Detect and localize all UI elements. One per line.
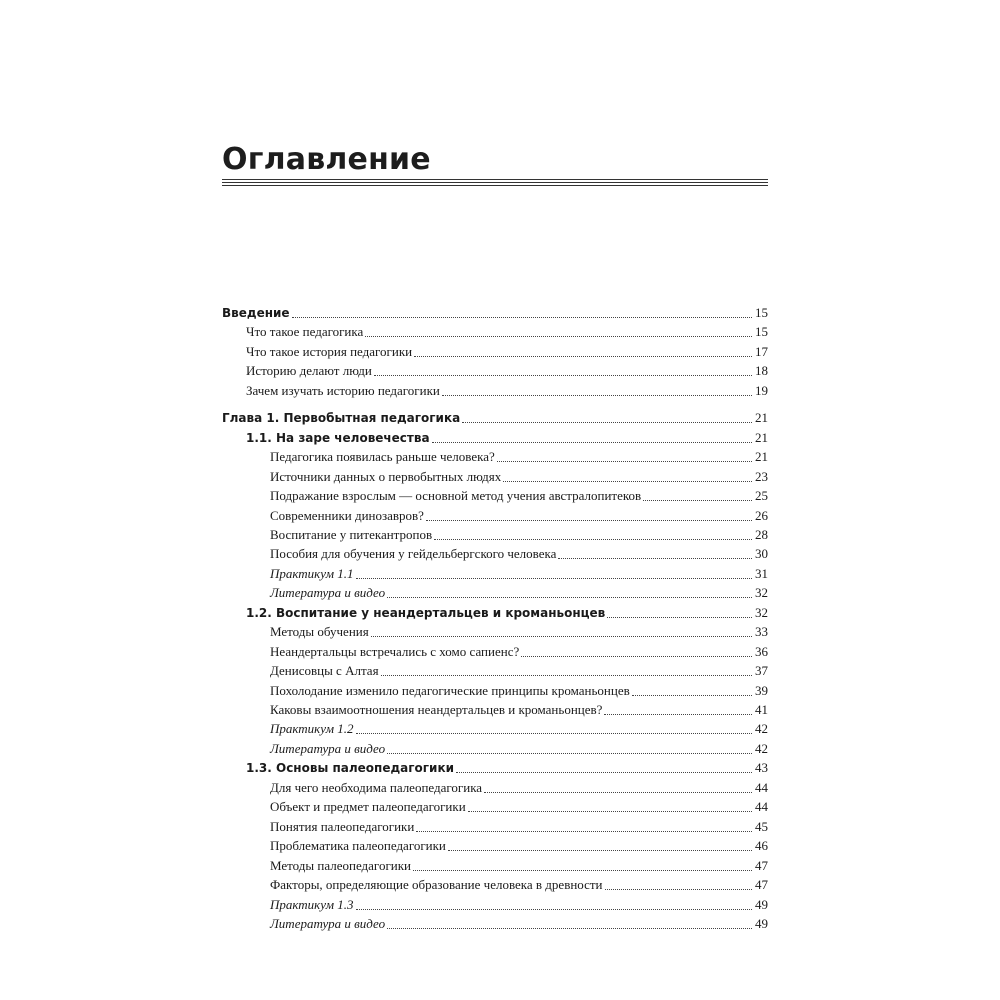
toc-entry [222,322,768,342]
toc-entry [222,506,768,526]
toc-entry [222,583,768,603]
toc-entry [222,895,768,915]
toc-entry-label: Пособия для обучения у гейдельбергского человека [270,546,557,562]
dot-leader [416,817,752,832]
dot-leader [356,564,752,579]
dot-leader [468,797,752,812]
toc-entry-page-number: 41 [755,702,768,717]
dot-leader [607,603,752,618]
toc-entry-label: Что такое педагогика [246,324,364,340]
dot-leader [387,739,752,754]
dot-leader [381,661,752,676]
toc-entry-page-number: 46 [755,838,768,854]
toc-entry-label: Введение [222,306,290,320]
toc-entry [222,303,768,323]
toc-entry-label: Каковы взаимоотношения неандертальцев и кроманьонцев? [270,702,603,717]
toc-entry-page-number: 47 [755,857,768,873]
toc-entry-page-number: 49 [755,916,768,931]
toc-entry-page-number: 44 [755,799,768,815]
toc-entry-label: Денисовцы с Алтая [270,663,379,679]
toc-entry-page-number: 17 [755,343,768,359]
dot-leader [356,719,752,734]
toc-entry-label: Литература и видео [270,916,386,931]
toc-entry [222,875,768,895]
toc-entry-page-number: 32 [755,604,768,620]
toc-entry [222,642,768,662]
toc-entry-label: Зачем изучать историю педагогики [246,382,440,398]
toc-entry [222,817,768,837]
toc-entry [222,603,768,623]
toc-entry-page-number: 39 [755,682,768,698]
toc-entry [222,739,768,759]
toc-entry-page-number: 26 [755,507,768,523]
dot-leader [365,322,752,337]
toc-entry-label: Современники динозавров? [270,507,424,523]
toc-entry [222,797,768,817]
toc-entry-label: Похолодание изменило педагогические принципы кроманьонцев [270,682,630,698]
dot-leader [356,895,752,910]
toc-entry-label: Подражание взрослым — основной метод учения австралопитеков [270,488,642,503]
toc-entry [222,525,768,545]
toc-entry-label: Литература и видео [270,740,386,756]
dot-leader [292,303,752,318]
toc-entry [222,681,768,701]
toc-entry-label: Педагогика появилась раньше человека? [270,449,495,465]
title-rule [222,185,768,186]
toc-entry-page-number: 23 [755,468,768,484]
dot-leader [432,428,752,443]
toc-entry-label: 1.1. На заре человечества [246,430,430,445]
title-rule [222,179,768,180]
dot-leader [497,447,752,462]
toc-entry [222,856,768,876]
dot-leader [521,642,752,657]
toc-entry-label: Практикум 1.3 [270,896,354,912]
dot-leader [434,525,752,540]
dot-leader [371,622,752,637]
toc-entry-label: Методы палеопедагогики [270,857,412,873]
toc-entry [222,914,768,934]
toc-entry [222,467,768,487]
toc-entry-page-number: 45 [755,818,768,834]
toc-entry [222,381,768,401]
toc-entry-label: Факторы, определяющие образование человека в древности [270,877,603,892]
toc-entry-page-number: 36 [755,643,768,659]
toc-entry-label: Методы обучения [270,624,369,640]
toc-entry [222,342,768,362]
title-rule [222,182,768,183]
dot-leader [413,856,752,871]
toc-entry-label: Объект и предмет палеопедагогики [270,799,466,815]
toc-entry-label: Понятия палеопедагогики [270,818,415,834]
dot-leader [643,486,752,501]
toc-entry-page-number: 42 [755,740,768,756]
dot-leader [374,361,752,376]
toc-entry [222,758,768,778]
dot-leader [414,342,752,357]
toc-entry [222,700,768,720]
toc-entry-label: Для чего необходима палеопедагогика [270,779,483,795]
toc-entry-page-number: 37 [755,663,768,679]
toc-entry-label: Практикум 1.2 [270,721,354,737]
toc-entry-page-number: 21 [755,449,768,465]
toc-entry-page-number: 15 [755,324,768,340]
toc-entry-label: Воспитание у питекантропов [270,526,433,542]
dot-leader [387,583,752,598]
toc-entry-page-number: 30 [755,546,768,562]
toc-entry-page-number: 49 [755,896,768,912]
toc-entry-page-number: 33 [755,624,768,640]
dot-leader [605,875,752,890]
dot-leader [558,544,752,559]
toc-entry-label: Проблематика палеопедагогики [270,838,446,854]
toc-entry-label: Что такое история педагогики [246,343,413,359]
toc-entry-label: Источники данных о первобытных людях [270,468,502,484]
dot-leader [632,681,752,696]
toc-entry [222,778,768,798]
toc-entry-page-number: 21 [755,410,768,426]
toc-entry-page-number: 44 [755,779,768,795]
toc-entry-page-number: 32 [755,585,768,601]
toc-entry-label: 1.2. Воспитание у неандертальцев и кроманьонцев [246,605,606,620]
toc-entry [222,408,768,428]
dot-leader [456,758,752,773]
dot-leader [462,408,752,423]
toc-entry-page-number: 42 [755,721,768,737]
dot-leader [604,700,752,715]
toc-entry [222,661,768,681]
toc-entry-page-number: 15 [755,305,768,320]
toc-entry [222,544,768,564]
toc-entry-page-number: 18 [755,363,768,379]
dot-leader [448,836,752,851]
toc-entry-label: Практикум 1.1 [270,565,354,581]
toc-entry [222,836,768,856]
toc-entry-page-number: 19 [755,382,768,398]
dot-leader [426,506,752,521]
toc-entry-page-number: 21 [755,429,768,445]
toc-entry-label: 1.3. Основы палеопедагогики [246,761,454,776]
toc-entry-label: Литература и видео [270,585,386,601]
toc-entry [222,564,768,584]
toc-entry-page-number: 25 [755,488,768,503]
dot-leader [387,914,752,929]
dot-leader [442,381,752,396]
toc-entry [222,719,768,739]
toc-entry-label: Глава 1. Первобытная педагогика [222,411,461,426]
toc-entry [222,361,768,381]
toc-entry [222,622,768,642]
dot-leader [503,467,752,482]
toc-entry-page-number: 47 [755,877,768,892]
toc-entry-page-number: 28 [755,526,768,542]
toc-entry-label: Неандертальцы встречались с хомо сапиенс? [270,643,520,659]
toc-entry [222,486,768,506]
toc-entry [222,428,768,448]
toc-entry-label: Историю делают люди [246,363,372,379]
page-title: Оглавление [222,142,431,177]
dot-leader [484,778,752,793]
toc-entry-page-number: 31 [755,565,768,581]
toc-entry-page-number: 43 [755,760,768,776]
toc-entry [222,447,768,467]
